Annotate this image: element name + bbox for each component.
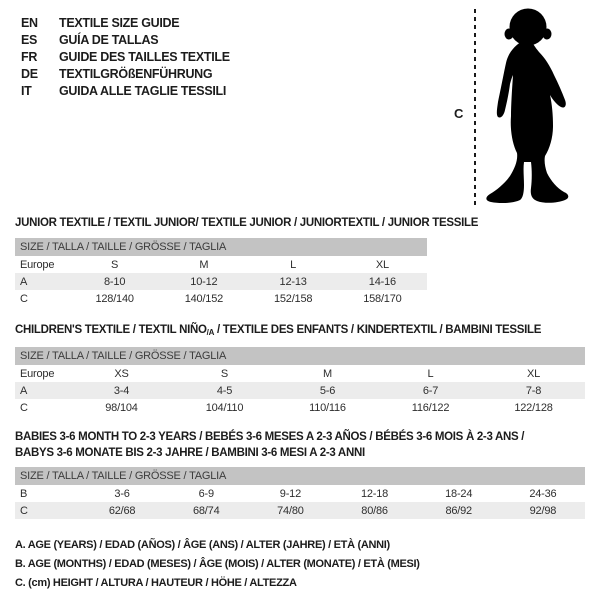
height-cell: 74/80 <box>277 504 304 517</box>
age-cell: 14-16 <box>368 275 396 288</box>
height-cell: 68/74 <box>192 504 220 517</box>
row-label: C <box>20 292 28 305</box>
row-label: Europe <box>20 367 55 380</box>
language-row <box>21 83 230 100</box>
table-row-height <box>15 502 585 519</box>
height-dimension-line <box>474 9 476 207</box>
table-row-height <box>15 399 585 416</box>
months-cell: 3-6 <box>114 487 130 500</box>
age-cell: 4-5 <box>216 384 233 397</box>
title-line-2: BABYS 3-6 MONATE BIS 2-3 JAHRE / BAMBINI 3-6 MESI A 2-3 ANNI <box>15 447 365 459</box>
months-cell: 18-24 <box>445 487 473 500</box>
language-row <box>21 32 230 49</box>
size-cell: M <box>199 258 209 271</box>
size-header-bar: SIZE / TALLA / TAILLE / GRÖSSE / TAGLIA <box>15 347 585 365</box>
size-cell: L <box>290 258 297 271</box>
language-title: GUÍA DE TALLAS <box>59 33 159 47</box>
row-label: B <box>20 487 28 500</box>
height-cell: 98/104 <box>105 401 138 414</box>
language-code: EN <box>21 16 38 30</box>
language-row <box>21 49 230 66</box>
legend-line-height: C. (cm) HEIGHT / ALTURA / HAUTEUR / HÖHE / ALTEZZA <box>15 577 297 589</box>
junior-table-grid <box>15 256 427 307</box>
baby-silhouette-icon <box>482 8 570 207</box>
height-cell: 92/98 <box>529 504 557 517</box>
row-label: A <box>20 275 28 288</box>
height-cell: 128/140 <box>95 292 134 305</box>
size-header-bar: SIZE / TALLA / TAILLE / GRÖSSE / TAGLIA <box>15 238 427 256</box>
months-cell: 9-12 <box>279 487 301 500</box>
table-row-age <box>15 273 427 290</box>
measurement-legend <box>15 536 420 593</box>
row-label: Europe <box>20 258 55 271</box>
legend-line-age-years: A. AGE (YEARS) / EDAD (AÑOS) / ÂGE (ANS) / ALTER (JAHRE) / ETÀ (ANNI) <box>15 539 390 551</box>
language-row <box>21 15 230 32</box>
height-cell: 152/158 <box>273 292 313 305</box>
language-code: DE <box>21 67 38 81</box>
height-cell: 158/170 <box>363 292 402 305</box>
height-cell: 62/68 <box>108 504 136 517</box>
size-cell: XL <box>526 367 541 380</box>
age-cell: 6-7 <box>422 384 439 397</box>
children-table-title <box>15 324 585 339</box>
age-cell: 3-4 <box>113 384 130 397</box>
age-cell: 12-13 <box>279 275 307 288</box>
title-suffix: / TEXTILE DES ENFANTS / KINDERTEXTIL / BAMBINI TESSILE <box>214 324 542 336</box>
title-subscript: /A <box>206 328 215 337</box>
language-row <box>21 66 230 83</box>
children-table-grid <box>15 365 585 416</box>
size-cell: L <box>427 367 434 380</box>
language-code: IT <box>21 84 32 98</box>
table-row-region <box>15 365 585 382</box>
age-cell: 7-8 <box>525 384 542 397</box>
size-cell: XL <box>375 258 389 271</box>
size-cell: M <box>323 367 332 380</box>
babies-size-table <box>15 429 585 519</box>
children-size-table <box>15 324 585 416</box>
table-row-region <box>15 256 427 273</box>
size-cell: XS <box>114 367 129 380</box>
size-cell: S <box>111 258 119 271</box>
age-cell: 8-10 <box>104 275 126 288</box>
age-cell: 5-6 <box>319 384 336 397</box>
row-label: A <box>20 384 28 397</box>
language-title: TEXTILE SIZE GUIDE <box>59 16 180 30</box>
babies-table-grid <box>15 485 585 519</box>
months-cell: 24-36 <box>529 487 557 500</box>
height-cell: 110/116 <box>309 401 346 414</box>
height-cell: 86/92 <box>445 504 472 517</box>
table-row-height <box>15 290 427 307</box>
height-cell: 116/122 <box>411 401 450 414</box>
title-prefix: CHILDREN'S TEXTILE / TEXTIL NIÑO <box>15 324 207 336</box>
age-cell: 10-12 <box>190 275 218 288</box>
legend-line-age-months: B. AGE (MONTHS) / EDAD (MESES) / ÂGE (MOIS) / ALTER (MONATE) / ETÀ (MESI) <box>15 558 420 570</box>
language-code: FR <box>21 50 38 64</box>
language-title: GUIDA ALLE TAGLIE TESSILI <box>59 84 227 98</box>
size-header-bar: SIZE / TALLA / TAILLE / GRÖSSE / TAGLIA <box>15 467 585 485</box>
months-cell: 12-18 <box>360 487 389 500</box>
row-label: C <box>20 401 28 414</box>
babies-table-title <box>15 429 585 461</box>
junior-table-title: JUNIOR TEXTILE / TEXTIL JUNIOR/ TEXTILE JUNIOR / JUNIORTEXTIL / JUNIOR TESSILE <box>15 217 479 229</box>
language-title: GUIDE DES TAILLES TEXTILE <box>59 50 230 64</box>
baby-figure <box>440 0 600 215</box>
language-title: TEXTILGRÖßENFÜHRUNG <box>59 67 213 81</box>
height-cell: 140/152 <box>184 292 224 305</box>
title-line-1: BABIES 3-6 MONTH TO 2-3 YEARS / BEBÉS 3-6 MESES A 2-3 AÑOS / BÉBÉS 3-6 MOIS À 2-3 ANS / <box>15 431 525 443</box>
height-dimension-label: C <box>454 106 464 121</box>
row-label: C <box>20 504 28 517</box>
size-cell: S <box>220 367 229 380</box>
months-cell: 6-9 <box>198 487 214 500</box>
language-code: ES <box>21 33 38 47</box>
table-row-age <box>15 382 585 399</box>
height-cell: 80/86 <box>361 504 388 517</box>
table-row-months <box>15 485 585 502</box>
height-cell: 104/110 <box>205 401 244 414</box>
height-cell: 122/128 <box>514 401 553 414</box>
junior-size-table <box>15 217 479 307</box>
language-title-block <box>21 15 230 100</box>
